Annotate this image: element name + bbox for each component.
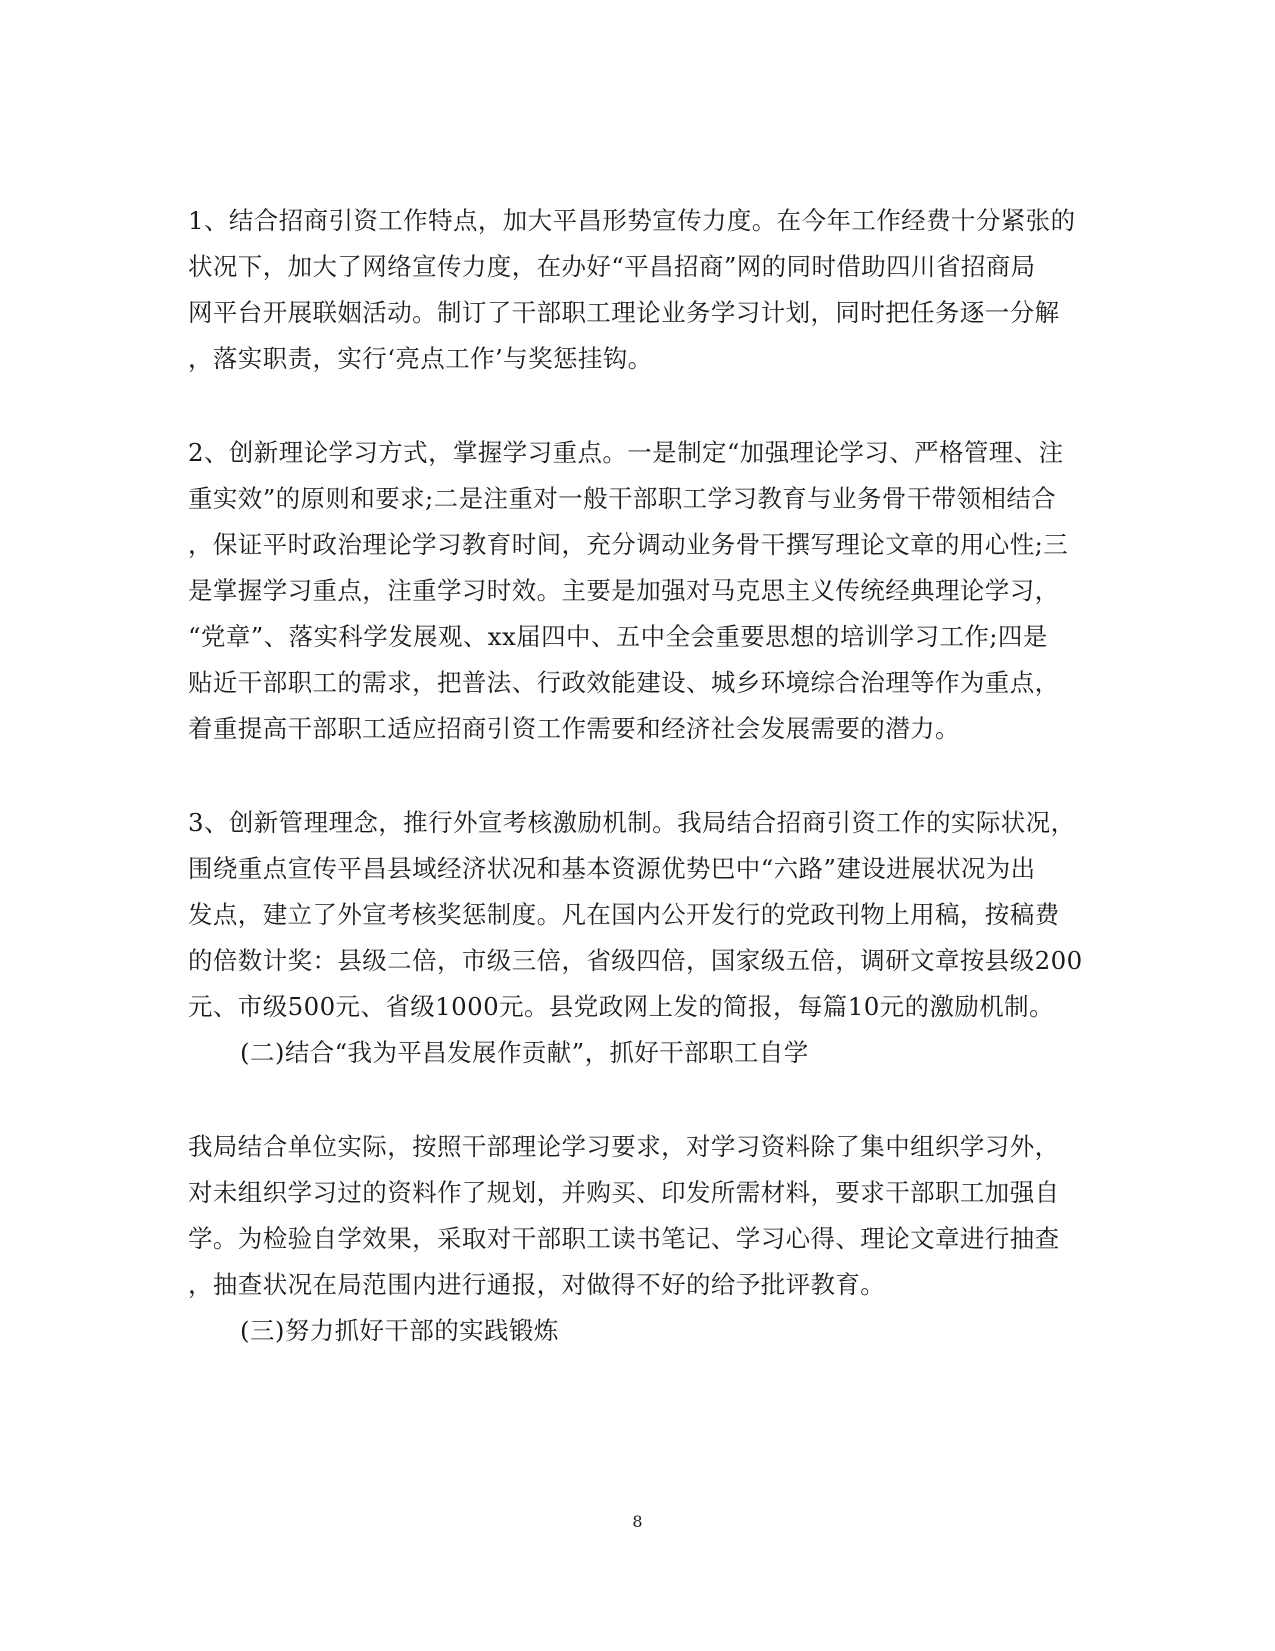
paragraph-4-line-3: 学。为检验自学效果，采取对干部职工读书笔记、学习心得、理论文章进行抽查: [188, 1224, 1060, 1253]
paragraph-3-line-1: 3、创新管理理念，推行外宣考核激励机制。我局结合招商引资工作的实际状况，: [188, 808, 1076, 837]
paragraph-1-line-2: 状况下，加大了网络宣传力度，在办好“平昌招商”网的同时借助四川省招商局: [188, 252, 1036, 281]
paragraph-2-line-1: 2、创新理论学习方式，掌握学习重点。一是制定“加强理论学习、严格管理、注: [188, 438, 1064, 467]
paragraph-4-line-2: 对未组织学习过的资料作了规划，并购买、印发所需材料，要求干部职工加强自: [188, 1178, 1060, 1207]
paragraph-2-line-7: 着重提高干部职工适应招商引资工作需要和经济社会发展需要的潜力。: [188, 714, 960, 743]
paragraph-2-line-6: 贴近干部职工的需求，把普法、行政效能建设、城乡环境综合治理等作为重点，: [188, 668, 1060, 697]
paragraph-2-line-4: 是掌握学习重点，注重学习时效。主要是加强对马克思主义传统经典理论学习，: [188, 576, 1060, 605]
paragraph-2-line-2: 重实效”的原则和要求;二是注重对一般干部职工学习教育与业务骨干带领相结合: [188, 484, 1057, 513]
paragraph-3-line-2: 围绕重点宣传平昌县域经济状况和基本资源优势巴中“六路”建设进展状况为出: [188, 854, 1036, 883]
paragraph-4-line-4: ，抽查状况在局范围内进行通报，对做得不好的给予批评教育。: [188, 1270, 886, 1299]
paragraph-4-line-1: 我局结合单位实际，按照干部理论学习要求，对学习资料除了集中组织学习外，: [188, 1132, 1060, 1161]
paragraph-3-line-3: 发点，建立了外宣考核奖惩制度。凡在国内公开发行的党政刊物上用稿，按稿费: [188, 900, 1060, 929]
paragraph-2-line-3: ，保证平时政治理论学习教育时间，充分调动业务骨干撰写理论文章的用心性;三: [188, 530, 1069, 559]
section-heading-3: (三)努力抓好干部的实践锻炼: [240, 1316, 559, 1345]
paragraph-1-line-4: ，落实职责，实行‘亮点工作’与奖惩挂钩。: [188, 344, 653, 373]
section-heading-2: (二)结合“我为平昌发展作贡献”，抓好干部职工自学: [240, 1038, 809, 1067]
paragraph-2-line-5: “党章”、落实科学发展观、xx届四中、五中全会重要思想的培训学习工作;四是: [188, 622, 1048, 651]
paragraph-1-line-3: 网平台开展联姻活动。制订了干部职工理论业务学习计划，同时把任务逐一分解: [188, 298, 1060, 327]
paragraph-3-line-5: 元、市级500元、省级1000元。县党政网上发的简报，每篇10元的激励机制。: [188, 992, 1054, 1021]
page-number: 8: [632, 1512, 643, 1531]
paragraph-3-line-4: 的倍数计奖：县级二倍，市级三倍，省级四倍，国家级五倍，调研文章按县级200: [188, 946, 1083, 975]
paragraph-1-line-1: 1、结合招商引资工作特点，加大平昌形势宣传力度。在今年工作经费十分紧张的: [188, 206, 1076, 235]
